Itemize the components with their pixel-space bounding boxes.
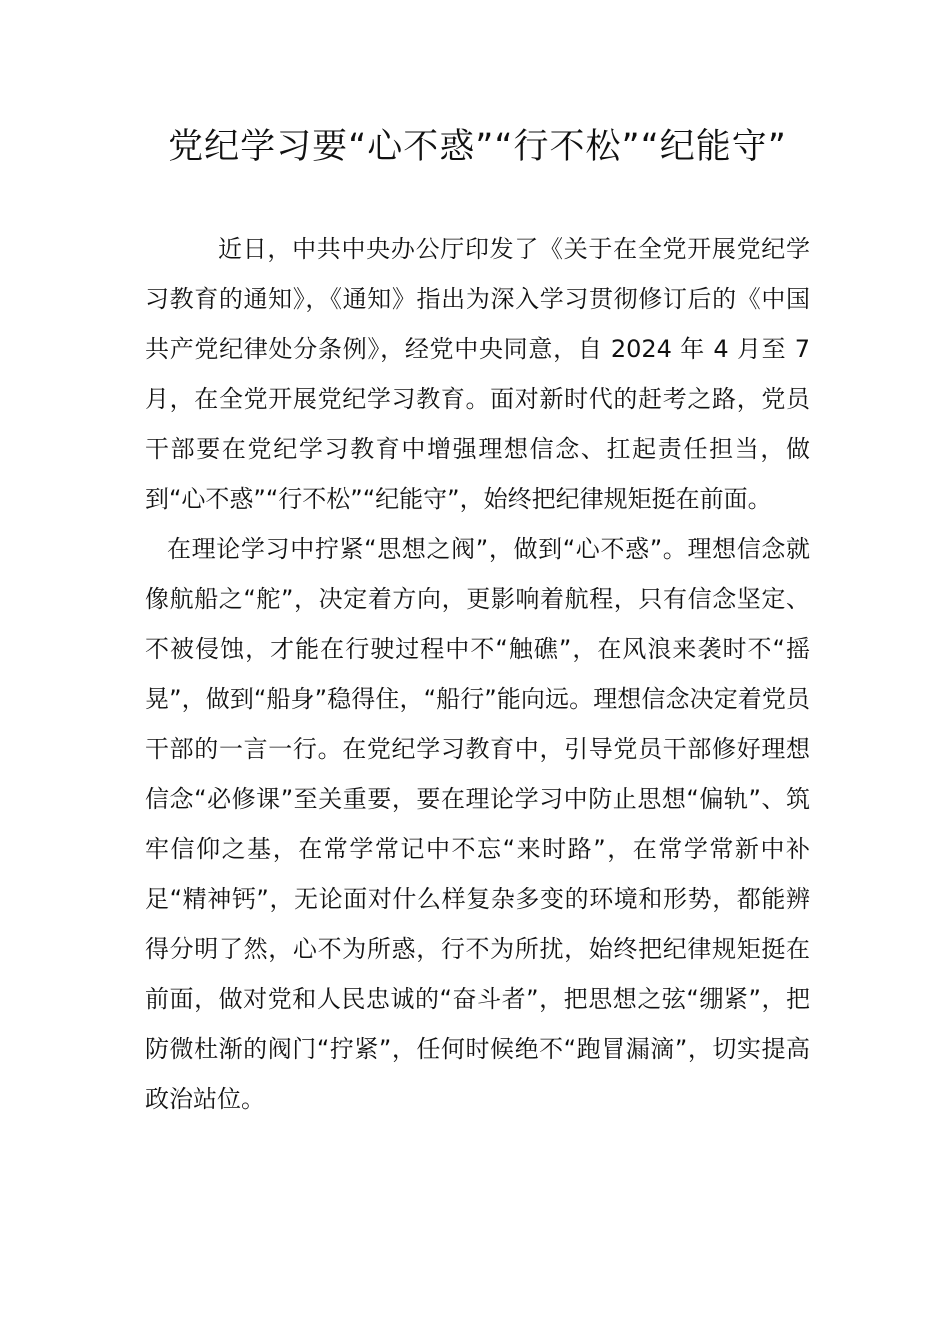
document-body <box>145 224 810 1124</box>
document-title: 党纪学习要“心不惑”“行不松”“纪能守” <box>168 127 787 167</box>
paragraph-theory-study: 在理论学习中拧紧“思想之阀”，做到“心不惑”。理想信念就像航船之“舵”，决定着方向，更影响着航程，只有信念坚定、不被侵蚀，才能在行驶过程中不“触礁”，在风浪来袭时不“摇晃”，做到“船身”稳得住，“船行”能向远。理想信念决定着党员干部的一言一行。在党纪学习教育中，引导党员干部修好理想信念“必修课”至关重要，要在理论学习中防止思想“偏轨”、筑牢信仰之基，在常学常记中不忘“来时路”，在常学常新中补足“精神钙”，无论面对什么样复杂多变的环境和形势，都能辨得分明了然，心不为所惑，行不为所扰，始终把纪律规矩挺在前面，做对党和人民忠诚的“奋斗者”，把思想之弦“绷紧”，把防微杜渐的阀门“拧紧”，任何时候绝不“跑冒漏滴”，切实提高政治站位。 <box>145 535 810 1113</box>
paragraph-intro: 近日，中共中央办公厅印发了《关于在全党开展党纪学习教育的通知》，《通知》指出为深入学习贯彻修订后的《中国共产党纪律处分条例》，经党中央同意，自 2024 年 4 月至 7 月，在全党开展党纪学习教育。面对新时代的赶考之路，党员干部要在党纪学习教育中增强理想信念、扛起责任担当，做到“心不惑”“行不松”“纪能守”，始终把纪律规矩挺在前面。 <box>145 235 810 513</box>
